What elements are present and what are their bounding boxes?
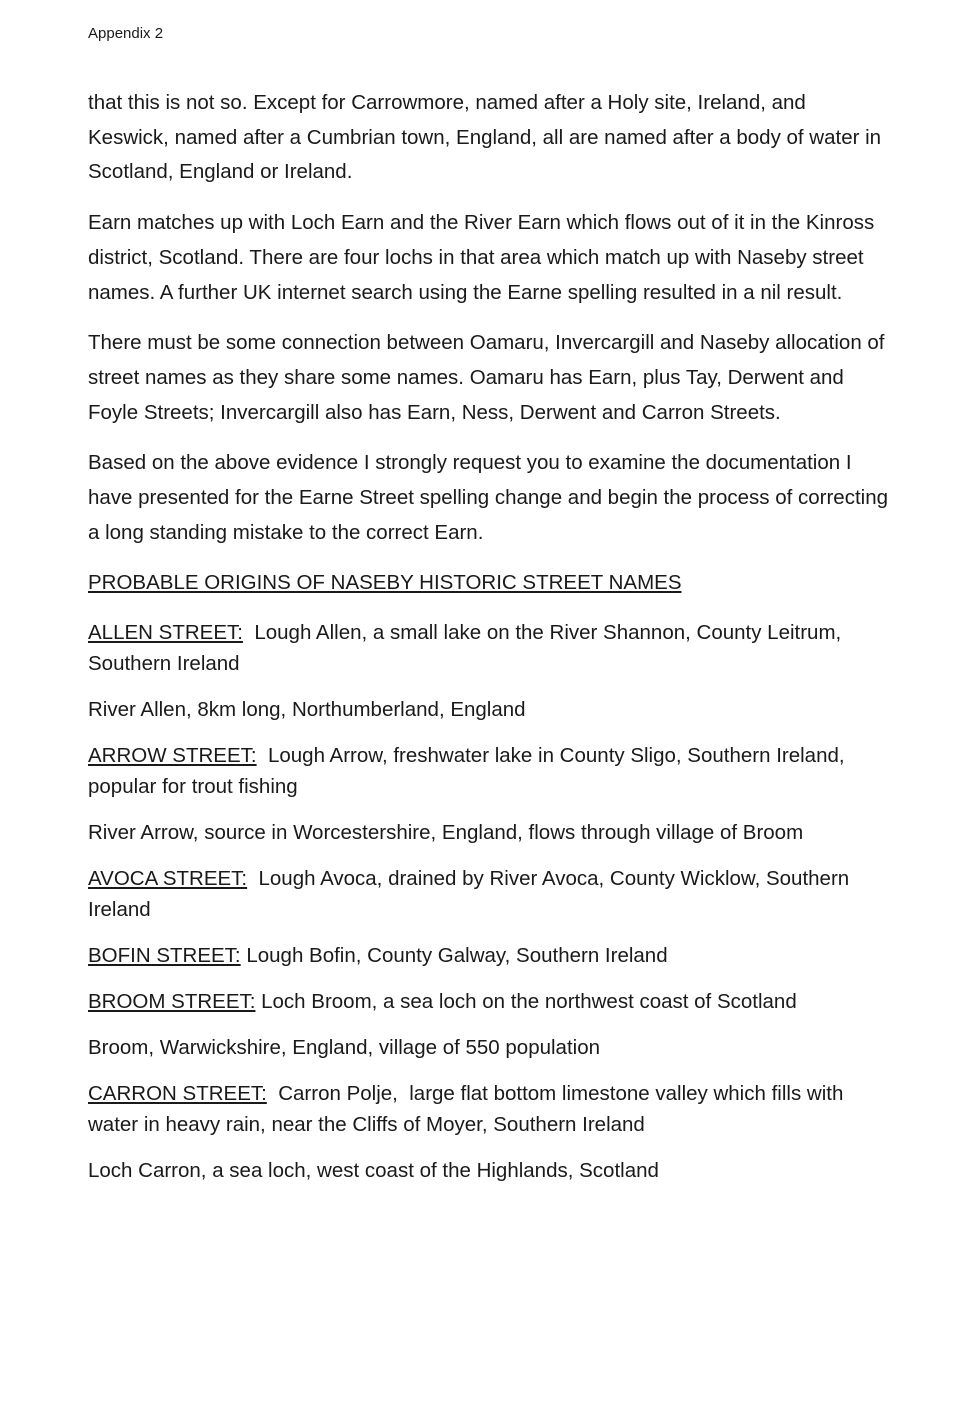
entry-label: AVOCA STREET: xyxy=(88,867,248,891)
entry-text: River Arrow, source in Worcestershire, England, flows through village of Broom xyxy=(88,821,804,845)
entry-text: Lough Bofin, County Galway, Southern Ireland xyxy=(240,944,668,968)
entry-river-arrow xyxy=(88,817,888,848)
entry-text: Loch Carron, a sea loch, west coast of the Highlands, Scotland xyxy=(88,1159,659,1183)
paragraph-water-bodies: that this is not so. Except for Carrowmore, named after a Holy site, Ireland, and Keswick, named after a Cumbrian town, England, all are named after a body of water in Scotland, England or Ireland. xyxy=(88,91,882,184)
entry-loch-carron xyxy=(88,1155,888,1186)
entry-label: BROOM STREET: xyxy=(88,990,256,1014)
entry-text: Loch Broom, a sea loch on the northwest coast of Scotland xyxy=(255,990,797,1014)
entry-broom-village xyxy=(88,1032,888,1063)
entry-text: Carron Polje, large flat bottom limestone valley which fills with water in heavy rain, near the Cliffs of Moyer, Southern Ireland xyxy=(88,1082,850,1137)
entry-text: Broom, Warwickshire, England, village of 550 population xyxy=(88,1036,601,1060)
entry-river-allen xyxy=(88,694,888,725)
document-body xyxy=(88,86,888,1201)
entry-arrow xyxy=(88,740,888,802)
paragraph-earn-match: Earn matches up with Loch Earn and the River Earn which flows out of it in the Kinross district, Scotland. There are four lochs in that area which match up with Naseby street names. A further UK internet search using the Earne spelling resulted in a nil result. xyxy=(88,211,875,304)
entry-allen xyxy=(88,617,888,679)
paragraph-request: Based on the above evidence I strongly request you to examine the documentation I have presented for the Earne Street spelling change and begin the process of correcting a long standing mistake to the correct Earn. xyxy=(88,451,889,544)
entry-broom xyxy=(88,986,888,1017)
paragraph-town-connection: There must be some connection between Oamaru, Invercargill and Naseby allocation of street names as they share some names. Oamaru has Earn, plus Tay, Derwent and Foyle Streets; Invercargill also has Earn, Ness, Derwent and Carron Streets. xyxy=(88,331,885,424)
entry-label: ARROW STREET: xyxy=(88,744,257,768)
entry-text: Lough Arrow, freshwater lake in County Sligo, Southern Ireland, popular for trout fishing xyxy=(88,744,851,799)
origins-heading: PROBABLE ORIGINS OF NASEBY HISTORIC STREET NAMES xyxy=(88,571,682,595)
entry-label: BOFIN STREET: xyxy=(88,944,241,968)
entry-text: River Allen, 8km long, Northumberland, England xyxy=(88,698,526,722)
entry-label: ALLEN STREET: xyxy=(88,621,243,645)
entry-text: Lough Allen, a small lake on the River Shannon, County Leitrum, Southern Ireland xyxy=(88,621,847,676)
entry-avoca xyxy=(88,863,888,925)
entry-label: CARRON STREET: xyxy=(88,1082,267,1106)
entry-text: Lough Avoca, drained by River Avoca, County Wicklow, Southern Ireland xyxy=(88,867,855,922)
page-header: Appendix 2 xyxy=(88,25,164,42)
entry-bofin xyxy=(88,940,888,971)
entry-carron xyxy=(88,1078,888,1140)
